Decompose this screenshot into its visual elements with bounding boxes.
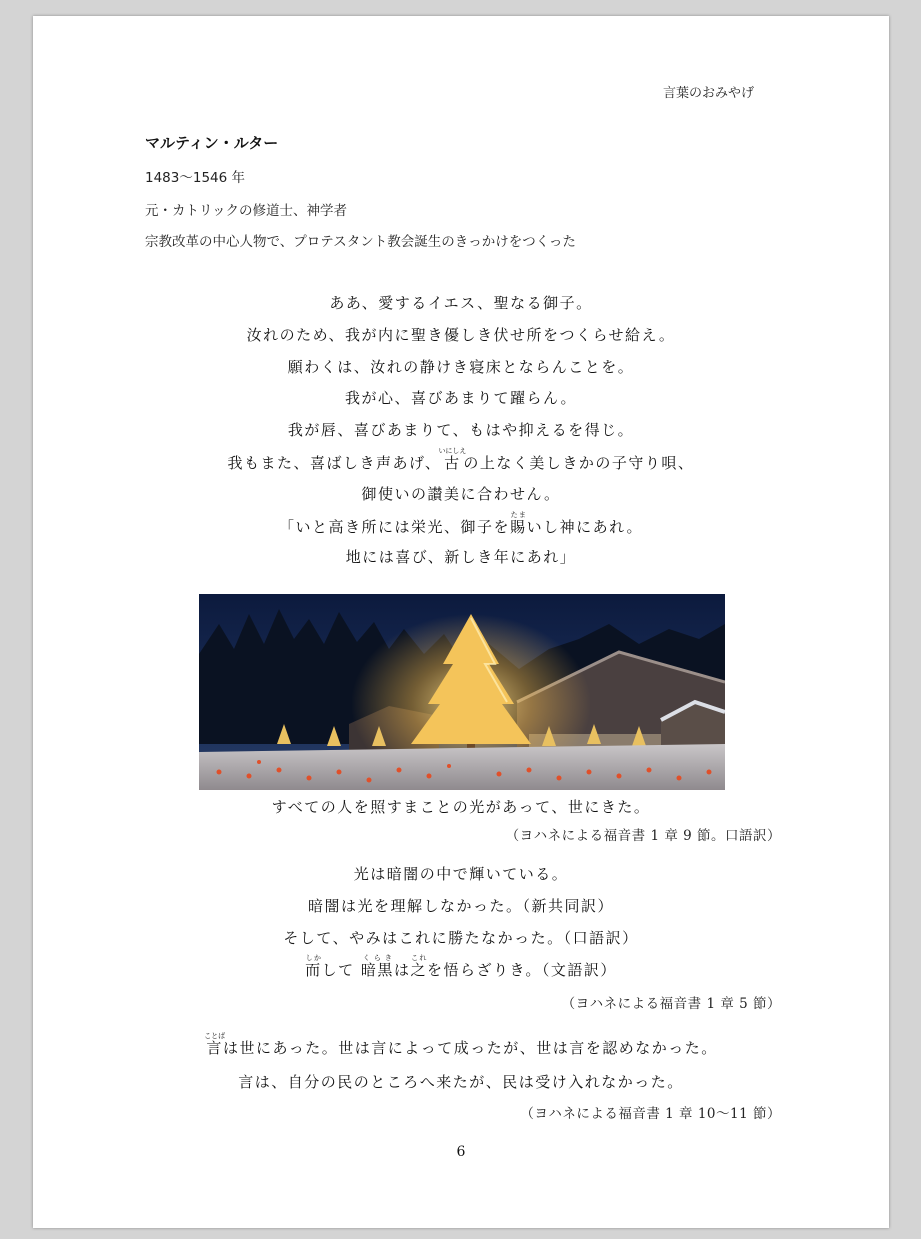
ruby-word	[360, 954, 394, 979]
photo-illustration	[199, 594, 725, 790]
ruby-base: 古	[438, 453, 467, 472]
ruby-reading: くらき	[360, 954, 394, 962]
verse-2-line	[33, 954, 889, 980]
ruby-word	[410, 954, 427, 979]
verse-text: して	[321, 961, 361, 979]
page-number: 6	[456, 1144, 466, 1160]
poem	[33, 288, 889, 574]
verse-1-citation: （ヨハネによる福音書 1 章 9 節。口語訳）	[505, 828, 781, 844]
verse-text: を悟らざりき。（文語訳）	[426, 961, 617, 979]
verse-2-line: 光は暗闇の中で輝いている。	[353, 865, 569, 883]
verse-2-line: そして、やみはこれに勝たなかった。（口語訳）	[283, 929, 639, 947]
ruby-word	[510, 510, 527, 536]
ruby-reading: しか	[305, 954, 322, 962]
ruby-reading: たま	[510, 510, 527, 519]
christmas-tree-photo	[199, 594, 725, 790]
poem-text: 「いと高き所には栄光、御子を	[279, 517, 511, 536]
poem-text: の上なく美しきかの子守り唄、	[463, 453, 695, 472]
poem-line: 願わくは、汝れの静けき寝床とならんことを。	[287, 357, 635, 376]
ruby-reading: ことば	[204, 1032, 226, 1040]
person-role: 元・カトリックの修道士、神学者	[145, 203, 347, 219]
poem-line: 御使いの讃美に合わせん。	[361, 484, 561, 503]
ruby-base: 言	[204, 1039, 226, 1057]
person-years: 1483〜1546 年	[145, 170, 246, 186]
verse-3-citation: （ヨハネによる福音書 1 章 10〜11 節）	[520, 1106, 781, 1122]
verse-2-citation: （ヨハネによる福音書 1 章 5 節）	[561, 996, 781, 1012]
poem-line: 我が心、喜びあまりて躍らん。	[345, 389, 577, 408]
running-header: 言葉のおみやげ	[663, 86, 755, 101]
ruby-word	[438, 446, 467, 472]
ruby-reading: これ	[410, 954, 427, 962]
poem-line: 地には喜び、新しき年にあれ」	[345, 548, 577, 567]
poem-line: ああ、愛するイエス、聖なる御子。	[329, 294, 593, 312]
poem-line: 我が唇、喜びあまりて、もはや抑えるを得じ。	[287, 421, 635, 440]
person-name: マルティン・ルター	[145, 134, 279, 152]
verse-text: は世にあった。世は言によって成ったが、世は言を認めなかった。	[222, 1039, 718, 1057]
ruby-base: 暗黒	[360, 961, 394, 979]
person-description: 宗教改革の中心人物で、プロテスタント教会誕生のきっかけをつくった	[145, 234, 576, 250]
ruby-reading: いにしえ	[438, 446, 467, 455]
poem-line	[33, 511, 889, 543]
ruby-base: 賜	[510, 517, 527, 536]
poem-text: いし神にあれ。	[526, 517, 643, 536]
verse-text: は	[393, 961, 411, 979]
verse-2-line: 暗闇は光を理解しなかった。（新共同訳）	[307, 897, 614, 915]
poem-text: 我もまた、喜ばしき声あげ、	[227, 453, 442, 472]
document-page	[33, 16, 889, 1228]
verse-1-text: すべての人を照すまことの光があって、世にきた。	[271, 798, 651, 816]
ruby-word	[305, 954, 322, 979]
ruby-base: 而	[305, 961, 322, 979]
verse-3-line	[33, 1032, 889, 1058]
ruby-word	[204, 1032, 226, 1057]
ruby-base: 之	[410, 961, 427, 979]
verse-3-line: 言は、自分の民のところへ来たが、民は受け入れなかった。	[238, 1073, 684, 1091]
poem-line	[33, 447, 889, 479]
poem-line: 汝れのため、我が内に聖き優しき伏せ所をつくらせ給え。	[246, 325, 676, 344]
